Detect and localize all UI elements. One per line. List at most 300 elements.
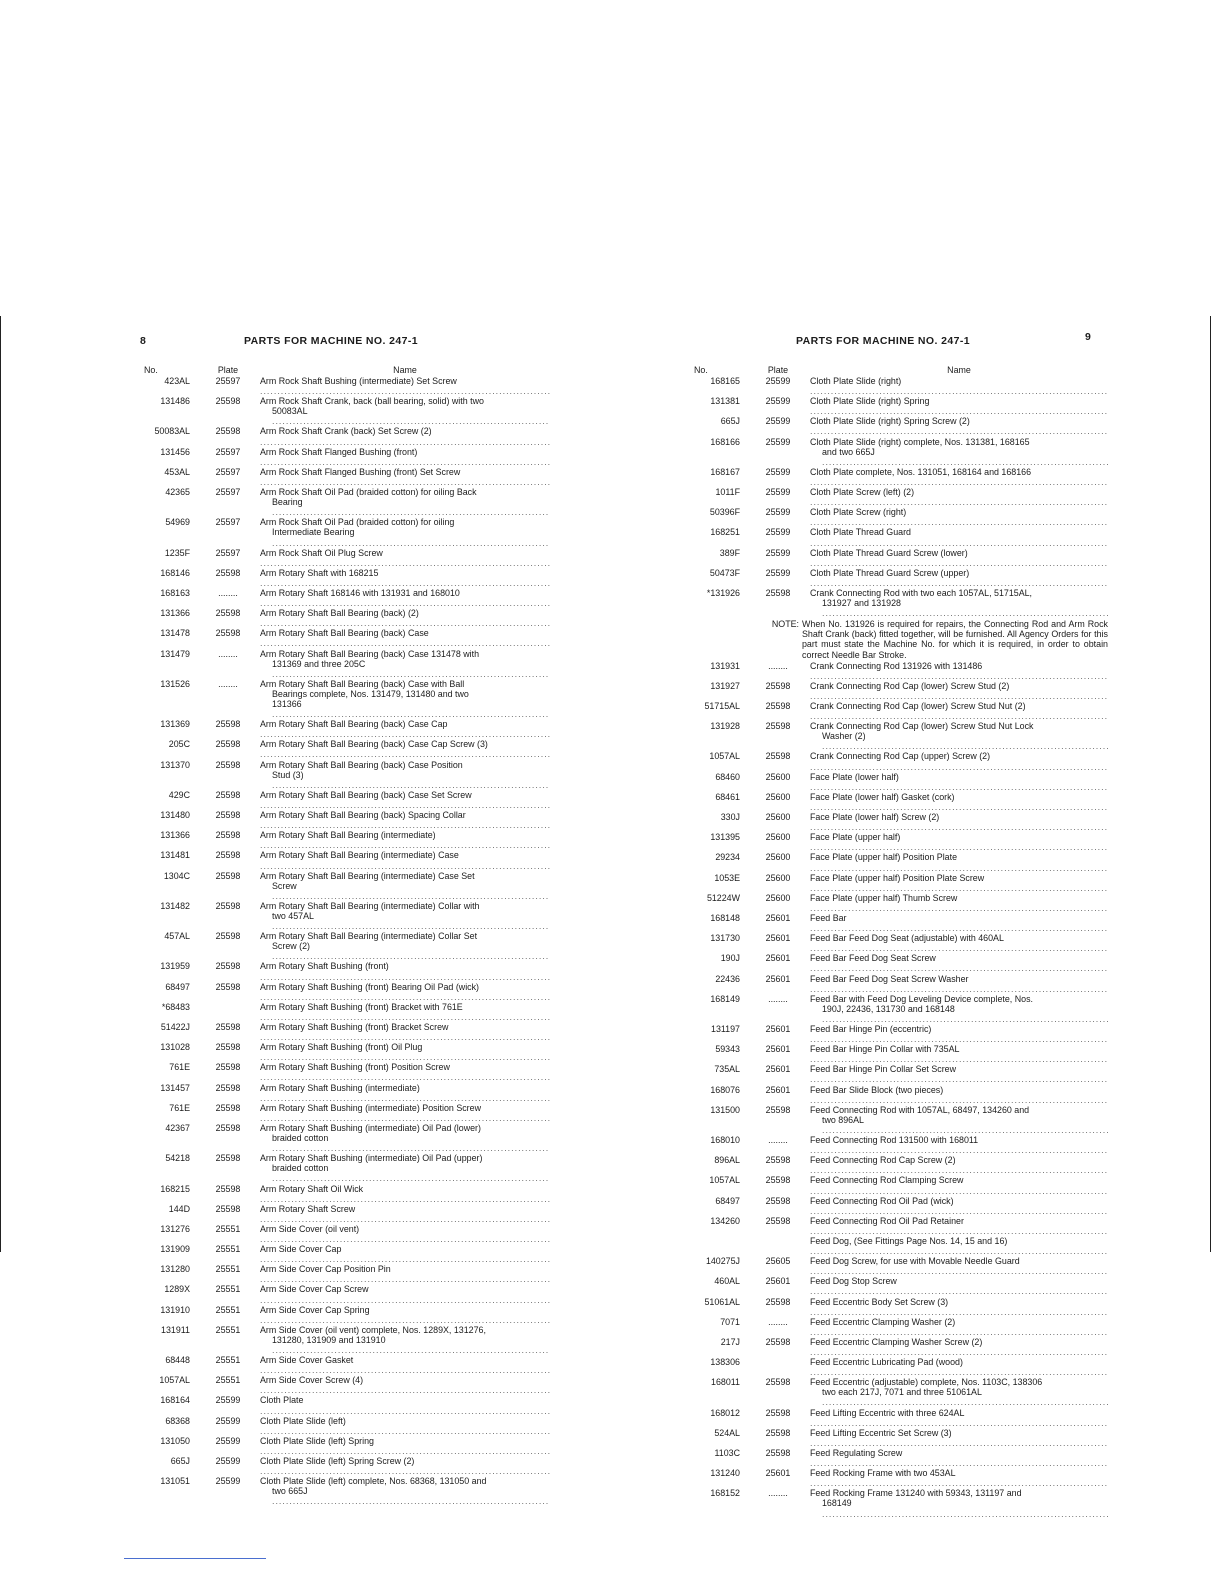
parts-row (140, 1355, 550, 1375)
part-name-continuation: 131366 ..... (260, 699, 550, 719)
part-name: Feed Bar Feed Dog Seat (adjustable) with 460AL ..... (810, 933, 1108, 953)
plate-number: 25598 (215, 739, 241, 750)
plate-number: 25598 (765, 1407, 791, 1418)
parts-row (690, 1236, 1108, 1256)
part-name: Cloth Plate Slide (right) Spring ..... (810, 396, 1108, 416)
part-number: 168011 (711, 1377, 740, 1388)
part-number: 1057AL (709, 751, 740, 762)
part-number: 131482 (160, 900, 190, 911)
part-name: Cloth Plate Slide (right) ..... (810, 376, 1108, 396)
plate-number: 25598 (215, 961, 241, 972)
parts-row (690, 933, 1108, 953)
parts-row (690, 1175, 1108, 1195)
part-name-cell (260, 376, 550, 396)
parts-row (690, 852, 1108, 872)
column-header-no: No. (694, 365, 708, 375)
part-number: 168215 (160, 1183, 190, 1194)
right-page-title: PARTS FOR MACHINE NO. 247-1 (796, 335, 970, 347)
part-name-cell (260, 810, 550, 830)
part-number: 140275J (705, 1256, 740, 1267)
plate-number: 25598 (765, 1296, 791, 1307)
part-number: 138306 (710, 1357, 740, 1368)
parts-row (690, 812, 1108, 832)
part-name: Arm Rotary Shaft Ball Bearing (back) Case with Ball (260, 678, 465, 689)
part-number: 131366 (160, 608, 190, 619)
parts-row (690, 588, 1108, 618)
part-name: Feed Eccentric Body Set Screw (3) ..... (810, 1297, 1108, 1317)
part-name: Cloth Plate Thread Guard Screw (lower) ..... (810, 548, 1108, 568)
part-number: 50083AL (154, 426, 190, 437)
plate-number: 25598 (765, 1195, 791, 1206)
plate-number: 25600 (765, 832, 791, 843)
part-number: 131197 (711, 1024, 740, 1034)
part-number: 1057AL (709, 1175, 740, 1186)
parts-row (140, 1476, 550, 1506)
part-name-cell (810, 1488, 1108, 1518)
column-header-name: Name (947, 365, 971, 375)
parts-row (140, 850, 550, 870)
part-name: Feed Bar Slide Block (two pieces) ..... (810, 1085, 1108, 1105)
part-number: 1235F (164, 547, 190, 558)
part-name: Arm Rotary Shaft Ball Bearing (back) (2) ..... (260, 608, 550, 628)
part-number: 761E (169, 1062, 190, 1073)
plate-number: 25598 (215, 789, 241, 800)
part-name-cell (260, 447, 550, 467)
part-name: Feed Eccentric Lubricating Pad (wood) ..... (810, 1357, 1108, 1377)
part-name: Arm Rotary Shaft Ball Bearing (intermediate) Collar with (260, 900, 480, 911)
parts-row (140, 467, 550, 487)
part-name-cell (810, 933, 1108, 953)
part-name-cell (260, 1022, 550, 1042)
part-name-cell (810, 1276, 1108, 1296)
part-name: Arm Rock Shaft Flanged Bushing (front) Set Screw ..... (260, 467, 550, 487)
part-number: 131050 (160, 1435, 190, 1446)
part-name: Arm Rotary Shaft Screw ..... (260, 1204, 550, 1224)
plate-number: 25597 (215, 446, 241, 457)
part-name: Feed Connecting Rod 131500 with 168011 ..... (810, 1135, 1108, 1155)
part-name-continuation: two 665J ..... (260, 1486, 550, 1506)
part-name: Arm Rotary Shaft Ball Bearing (intermediate) Case Set (260, 870, 475, 881)
part-name-continuation: 131927 and 131928 ..... (810, 598, 1108, 618)
parts-row (140, 790, 550, 810)
part-number: 131481 (160, 850, 190, 861)
column-header-name: Name (393, 365, 417, 375)
part-name-cell (810, 548, 1108, 568)
part-name: Arm Rotary Shaft Bushing (front) Bracket Screw ..... (260, 1022, 550, 1042)
part-name-cell (810, 974, 1108, 994)
part-name-cell (810, 1024, 1108, 1044)
part-name-cell (810, 1236, 1108, 1256)
part-name-cell (260, 982, 550, 1002)
plate-number: 25598 (215, 567, 241, 578)
part-name: Arm Rock Shaft Oil Pad (braided cotton) for oiling (260, 517, 455, 528)
plate-number: 25599 (765, 547, 791, 558)
plate-number: 25601 (765, 1468, 791, 1479)
part-name-continuation: Intermediate Bearing ..... (260, 527, 550, 547)
right-parts-list-a (690, 376, 1108, 618)
part-number: 429C (168, 789, 190, 800)
part-name: Arm Rotary Shaft Ball Bearing (back) Case Cap ..... (260, 719, 550, 739)
part-number: 168148 (710, 912, 740, 923)
part-name-cell (260, 679, 550, 719)
part-name: Crank Connecting Rod 131926 with 131486 ..... (810, 661, 1108, 681)
part-name-cell (810, 487, 1108, 507)
part-name-cell (260, 1153, 550, 1183)
part-number: 665J (170, 1456, 190, 1467)
parts-row (140, 1204, 550, 1224)
part-name: Feed Regulating Screw ..... (810, 1448, 1108, 1468)
part-name-cell (260, 1123, 550, 1153)
part-name-cell (810, 832, 1108, 852)
part-number: 22436 (715, 973, 740, 984)
plate-number: 25600 (765, 791, 791, 802)
right-page (690, 331, 1108, 1519)
part-number: 131480 (160, 810, 190, 821)
part-number: 131280 (160, 1264, 190, 1275)
plate-number: 25599 (765, 487, 791, 498)
part-name-cell (260, 871, 550, 901)
part-name: Feed Bar Hinge Pin (eccentric) ..... (810, 1024, 1108, 1044)
plate-number: 25598 (765, 751, 791, 762)
parts-row (690, 772, 1108, 792)
part-name-cell (260, 1305, 550, 1325)
part-name: Arm Rotary Shaft Bushing (intermediate) Oil Pad (lower) (260, 1122, 481, 1133)
part-name: Cloth Plate complete, Nos. 131051, 168164 and 168166 ..... (810, 467, 1108, 487)
part-number: 131931 (710, 660, 740, 671)
part-name-cell (260, 487, 550, 517)
part-name-cell (260, 961, 550, 981)
part-number: 51224W (706, 892, 740, 903)
part-name-cell (260, 1436, 550, 1456)
part-name: Feed Eccentric Clamping Washer (2) ..... (810, 1317, 1108, 1337)
right-page-number: 9 (1085, 331, 1092, 343)
part-name-cell (260, 931, 550, 961)
part-number: 131478 (160, 628, 190, 639)
parts-row (140, 810, 550, 830)
part-number: 131366 (160, 830, 190, 841)
plate-number: 25598 (765, 1104, 791, 1115)
plate-number: 25599 (765, 507, 791, 518)
parts-row (690, 974, 1108, 994)
part-name: Cloth Plate Slide (left) Spring Screw (2) ..... (260, 1456, 550, 1476)
plate-number: 25599 (215, 1395, 241, 1406)
part-name-cell (260, 426, 550, 446)
parts-row (690, 994, 1108, 1024)
part-number: 168149 (710, 993, 740, 1004)
plate-number: ........ (768, 993, 788, 1004)
parts-row (690, 507, 1108, 527)
parts-row (690, 527, 1108, 547)
part-number: 131500 (710, 1104, 740, 1115)
part-number: 131479 (160, 648, 190, 659)
part-name-cell (810, 1216, 1108, 1236)
parts-row (140, 760, 550, 790)
left-page-title: PARTS FOR MACHINE NO. 247-1 (244, 335, 418, 347)
part-number: 190J (720, 953, 740, 964)
parts-row (690, 1064, 1108, 1084)
parts-row (140, 1224, 550, 1244)
plate-number: 25598 (215, 900, 241, 911)
part-name: Arm Side Cover Gasket ..... (260, 1355, 550, 1375)
plate-number: 25598 (215, 1102, 241, 1113)
parts-row (140, 961, 550, 981)
part-name-cell (810, 396, 1108, 416)
parts-row (140, 1022, 550, 1042)
part-name-cell (810, 893, 1108, 913)
part-number: 460AL (714, 1276, 740, 1287)
part-name: Face Plate (lower half) Gasket (cork) ..... (810, 792, 1108, 812)
part-name-cell (260, 760, 550, 790)
part-name: Arm Side Cover Cap Spring ..... (260, 1305, 550, 1325)
part-number: 168146 (160, 567, 190, 578)
parts-row (140, 1325, 550, 1355)
part-name-continuation: Bearing ..... (260, 497, 550, 517)
part-name: Arm Side Cover Screw (4) ..... (260, 1375, 550, 1395)
parts-row (690, 1448, 1108, 1468)
part-number: 131486 (160, 396, 190, 407)
part-number: 51061AL (704, 1296, 740, 1307)
part-name-cell (260, 588, 550, 608)
parts-row (690, 1408, 1108, 1428)
part-number: 68461 (715, 791, 740, 802)
plate-number: 25597 (215, 547, 241, 558)
part-number: 131526 (160, 678, 190, 689)
parts-row (140, 1153, 550, 1183)
part-number: 144D (168, 1203, 190, 1214)
part-name-continuation: Bearings complete, Nos. 131479, 131480 and two (272, 688, 469, 699)
part-name-cell (810, 1175, 1108, 1195)
part-name: Arm Rock Shaft Crank, back (ball bearing, solid) with two (260, 396, 484, 407)
part-name: Feed Connecting Rod Cap Screw (2) ..... (810, 1155, 1108, 1175)
part-number: 54969 (165, 517, 190, 528)
column-header-plate: Plate (217, 365, 239, 375)
plate-number: 25605 (765, 1256, 791, 1267)
part-name: Arm Side Cover Cap Screw ..... (260, 1284, 550, 1304)
plate-number: 25598 (215, 759, 241, 770)
parts-row (690, 832, 1108, 852)
parts-row (690, 701, 1108, 721)
part-name: Arm Side Cover Cap Position Pin ..... (260, 1264, 550, 1284)
parts-row (690, 1216, 1108, 1236)
part-name: Cloth Plate Slide (left) Spring ..... (260, 1436, 550, 1456)
part-number: 42365 (165, 487, 190, 498)
part-name-cell (260, 1284, 550, 1304)
part-name: Face Plate (lower half) Screw (2) ..... (810, 812, 1108, 832)
plate-number: ........ (218, 587, 238, 598)
plate-number: 25598 (765, 721, 791, 732)
part-name: Cloth Plate Slide (left) complete, Nos. 68368, 131050 and (260, 1476, 487, 1487)
part-name: Cloth Plate Screw (right) ..... (810, 507, 1108, 527)
part-name: Feed Connecting Rod Oil Pad (wick) ..... (810, 1196, 1108, 1216)
part-name: Feed Eccentric (adjustable) complete, Nos. 1103C, 138306 (810, 1377, 1043, 1388)
part-number: 168164 (160, 1395, 190, 1406)
part-name: Arm Rotary Shaft Ball Bearing (intermediate) Case ..... (260, 850, 550, 870)
parts-row (140, 739, 550, 759)
part-name: Arm Rotary Shaft Bushing (front) Bracket with 761E ..... (260, 1002, 550, 1022)
parts-row (140, 1264, 550, 1284)
part-name: Crank Connecting Rod Cap (upper) Screw (2) ..... (810, 751, 1108, 771)
plate-number: 25597 (215, 376, 241, 386)
part-number: 131276 (160, 1223, 190, 1234)
plate-number: 25598 (215, 1153, 241, 1164)
part-name-cell (260, 1042, 550, 1062)
part-number: 1289X (164, 1284, 190, 1295)
plate-number: 25598 (215, 426, 241, 437)
parts-row (140, 982, 550, 1002)
part-name-continuation: two each 217J, 7071 and three 51061AL ..... (810, 1387, 1108, 1407)
plate-number: 25598 (215, 1183, 241, 1194)
part-number: 131051 (160, 1476, 190, 1487)
parts-row (140, 396, 550, 426)
part-name-cell (810, 1064, 1108, 1084)
part-name: Face Plate (upper half) ..... (810, 832, 1108, 852)
parts-row (690, 437, 1108, 467)
plate-number: 25551 (215, 1324, 241, 1335)
part-number: 665J (720, 416, 740, 427)
part-name-cell (260, 1002, 550, 1022)
left-page-header (140, 336, 550, 356)
part-name: Feed Dog Screw, for use with Movable Needle Guard ..... (810, 1256, 1108, 1276)
plate-number: 25598 (215, 1122, 241, 1133)
part-name: Arm Rotary Shaft Bushing (front) Position Screw ..... (260, 1062, 550, 1082)
note-text: When No. 131926 is required for repairs, the Connecting Rod and Arm Rock Shaft Crank (back) fitted together, will be furnished. All Agency Orders for this part must state the Machine No. for which it is required, in order to obtain correct Needle Bar Stroke. (802, 619, 1108, 660)
plate-number: 25601 (765, 1024, 791, 1034)
part-name-cell (810, 1085, 1108, 1105)
part-name: Feed Lifting Eccentric Set Screw (3) ..... (810, 1428, 1108, 1448)
parts-row (690, 1468, 1108, 1488)
part-name-cell (260, 1456, 550, 1476)
plate-number: 25551 (215, 1355, 241, 1366)
part-name-continuation: 131369 and three 205C ..... (260, 659, 550, 679)
parts-row (690, 873, 1108, 893)
part-name-continuation: braided cotton ..... (260, 1163, 550, 1183)
plate-number: 25598 (215, 810, 241, 821)
part-name-cell (810, 701, 1108, 721)
part-name: Arm Side Cover (oil vent) ..... (260, 1224, 550, 1244)
parts-row (140, 588, 550, 608)
part-name-cell (810, 792, 1108, 812)
part-name: Arm Rock Shaft Bushing (intermediate) Set Screw ..... (260, 376, 550, 396)
part-number: 68497 (715, 1195, 740, 1206)
part-name-cell (810, 1408, 1108, 1428)
part-number: 1057AL (159, 1375, 190, 1386)
part-name-cell (810, 772, 1108, 792)
part-number: 50473F (709, 567, 740, 578)
plate-number: 25598 (215, 396, 241, 407)
part-name-cell (810, 437, 1108, 467)
plate-number: 25600 (765, 892, 791, 903)
part-number: 131369 (160, 719, 190, 730)
part-name-cell (260, 719, 550, 739)
plate-number: ........ (218, 648, 238, 659)
scan-edge-right (1210, 316, 1211, 1252)
part-name-cell (260, 649, 550, 679)
part-name-cell (810, 1357, 1108, 1377)
part-name: Feed Bar Feed Dog Seat Screw Washer ..... (810, 974, 1108, 994)
part-name: Arm Rotary Shaft Ball Bearing (back) Case ..... (260, 628, 550, 648)
part-number: 168165 (710, 376, 740, 386)
plate-number: 25599 (765, 396, 791, 407)
part-number: *68483 (161, 1001, 190, 1012)
part-name: Arm Rotary Shaft Bushing (intermediate) ..... (260, 1083, 550, 1103)
part-name-cell (260, 901, 550, 931)
parts-row (690, 953, 1108, 973)
part-name: Face Plate (lower half) ..... (810, 772, 1108, 792)
part-name: Arm Rotary Shaft Ball Bearing (back) Spacing Collar ..... (260, 810, 550, 830)
part-name-cell (810, 376, 1108, 396)
part-number: 168166 (710, 436, 740, 447)
parts-row (690, 396, 1108, 416)
part-name: Arm Rotary Shaft Oil Wick ..... (260, 1184, 550, 1204)
parts-row (690, 467, 1108, 487)
part-name: Arm Rock Shaft Flanged Bushing (front) ..... (260, 447, 550, 467)
plate-number: 25598 (765, 1427, 791, 1438)
part-name-cell (260, 1204, 550, 1224)
right-page-header (690, 331, 1108, 356)
parts-row (140, 426, 550, 446)
parts-row (140, 1244, 550, 1264)
part-number: 168167 (710, 466, 740, 477)
part-name-continuation: 50083AL ..... (260, 406, 550, 426)
parts-row (690, 1276, 1108, 1296)
parts-row (690, 548, 1108, 568)
part-name-cell (810, 681, 1108, 701)
part-number: 1053E (714, 872, 740, 883)
plate-number: 25599 (765, 436, 791, 447)
part-number: 50396F (709, 507, 740, 518)
part-name: Arm Rotary Shaft Ball Bearing (back) Case 131478 with (260, 648, 480, 659)
part-number: 1304C (163, 870, 190, 881)
part-name: Crank Connecting Rod Cap (lower) Screw Stud Nut (2) ..... (810, 701, 1108, 721)
plate-number: 25598 (215, 1062, 241, 1073)
part-name-cell (810, 994, 1108, 1024)
part-number: 68448 (165, 1355, 190, 1366)
part-name-cell (260, 1103, 550, 1123)
parts-row (690, 681, 1108, 701)
plate-number: 25601 (765, 1084, 791, 1095)
part-name: Crank Connecting Rod Cap (lower) Screw Stud (2) ..... (810, 681, 1108, 701)
part-name: Arm Rotary Shaft Bushing (front) Oil Plug ..... (260, 1042, 550, 1062)
part-name: Arm Rock Shaft Oil Plug Screw ..... (260, 548, 550, 568)
plate-number: 25601 (765, 973, 791, 984)
part-number: 735AL (714, 1064, 740, 1075)
part-name: Crank Connecting Rod Cap (lower) Screw Stud Nut Lock (810, 721, 1034, 732)
part-name: Arm Rotary Shaft with 168215 ..... (260, 568, 550, 588)
part-name-cell (810, 1377, 1108, 1407)
parts-row (690, 661, 1108, 681)
plate-number: 25598 (215, 1042, 241, 1053)
part-number: 7071 (720, 1316, 740, 1327)
part-name-cell (260, 1476, 550, 1506)
part-name-cell (810, 852, 1108, 872)
parts-row (690, 1044, 1108, 1064)
plate-number: ........ (768, 1316, 788, 1327)
part-name-cell (260, 1375, 550, 1395)
part-name: Face Plate (upper half) Thumb Screw ..... (810, 893, 1108, 913)
part-name: Arm Rotary Shaft Ball Bearing (back) Case Cap Screw (3) ..... (260, 739, 550, 759)
column-header-plate: Plate (767, 365, 789, 375)
plate-number: 25598 (765, 1215, 791, 1226)
plate-number: 25600 (765, 812, 791, 823)
part-number: 389F (719, 547, 740, 558)
part-name-cell (810, 1297, 1108, 1317)
part-number: 131909 (160, 1244, 190, 1255)
part-number: 131457 (160, 1082, 190, 1093)
parts-row (140, 1395, 550, 1415)
part-name: Arm Rotary Shaft Bushing (front) ..... (260, 961, 550, 981)
part-name: Cloth Plate Slide (right) Spring Screw (2) ..... (810, 416, 1108, 436)
plate-number: 25598 (215, 1022, 241, 1032)
